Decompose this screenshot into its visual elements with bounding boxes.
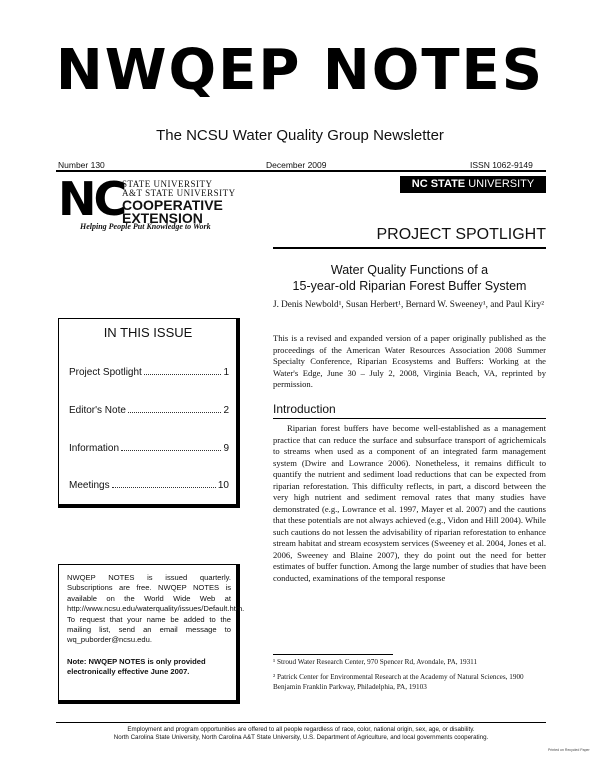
article-title — [273, 262, 546, 294]
footer-line2: North Carolina State University, North Carolina A&T State University, U.S. Department of Agriculture, and local governments cooperating. — [113, 734, 489, 741]
article-authors: J. Denis Newbold¹, Susan Herbert¹, Bernard W. Sweeney¹, and Paul Kiry² — [273, 299, 545, 309]
toc-item — [69, 367, 229, 378]
toc-item — [69, 480, 229, 491]
logo-extension: EXTENSION — [122, 210, 203, 226]
section-heading: PROJECT SPOTLIGHT — [376, 226, 546, 243]
introduction-rule — [273, 418, 546, 419]
toc-item — [69, 443, 229, 454]
subscription-text: NWQEP NOTES is issued quarterly. Subscriptions are free. NWQEP NOTES is available on the World Wide Web at http://www.ncsu.edu/waterquality/issues/Default.htm. To request that your name be added to the mailing list, send an email message to wq_puborder@ncsu.edu. — [67, 573, 245, 645]
footnote-rule — [273, 654, 393, 655]
nc-state-university-banner — [400, 176, 546, 193]
issue-date: December 2009 — [266, 160, 327, 170]
nc-state-rest: UNIVERSITY — [465, 178, 535, 190]
nc-state-bold: NC STATE — [411, 178, 466, 190]
logo-university-line2: A&T STATE UNIVERSITY — [122, 188, 236, 198]
toc-label: Editor's Note — [69, 405, 126, 416]
toc-page: 1 — [223, 367, 229, 378]
toc-label: Project Spotlight — [69, 367, 142, 378]
issue-number: Number 130 — [58, 160, 105, 170]
masthead-title: NWQEP NOTES — [55, 38, 545, 103]
article-title-line2: 15-year-old Riparian Forest Buffer System — [292, 279, 527, 293]
article-abstract: This is a revised and expanded version of a paper originally published as the proceedings of the American Water Resources Association 2008 Summer Specialty Conference, Riparian Ecosystems and Buffers: Working at the Water's Edge, June 30 – July 2, 2008, Virginia Beach, VA, reprinted by permission. — [273, 333, 546, 389]
cooperative-extension-logo — [58, 172, 278, 238]
logo-cooperative: COOPERATIVE — [122, 197, 223, 213]
toc-label: Meetings — [69, 480, 110, 491]
introduction-heading: Introduction — [273, 402, 336, 416]
masthead-subtitle: The NCSU Water Quality Group Newsletter — [156, 127, 444, 144]
header-rule — [56, 170, 546, 172]
footer-line1: Employment and program opportunities are offered to all people regardless of race, color, national origin, sex, age, or disability. — [127, 726, 475, 733]
footer-rule — [56, 722, 546, 723]
recycled-paper-note: Printed on Recycled Paper — [548, 748, 590, 752]
toc-page: 10 — [217, 480, 229, 491]
logo-tagline: Helping People Put Knowledge to Work — [80, 222, 211, 231]
in-this-issue-box — [58, 318, 240, 508]
toc-item — [69, 405, 229, 416]
nc-logo-letters: NC — [58, 172, 125, 226]
section-rule — [273, 247, 546, 249]
toc-page: 2 — [223, 405, 229, 416]
in-this-issue-title: IN THIS ISSUE — [103, 325, 193, 340]
logo-university-line1: STATE UNIVERSITY — [122, 179, 213, 189]
toc-page: 9 — [223, 443, 229, 454]
article-title-line1: Water Quality Functions of a — [330, 263, 489, 277]
issue-issn: ISSN 1062-9149 — [470, 160, 533, 170]
footnote-1: ¹ Stroud Water Research Center, 970 Spencer Rd, Avondale, PA, 19311 — [273, 658, 478, 666]
footnote-2: ² Patrick Center for Environmental Research at the Academy of Natural Sciences, 1900 Benjamin Franklin Parkway, Philadelphia, PA, 19103 — [273, 673, 524, 691]
electronic-note: Note: NWQEP NOTES is only provided electronically effective June 2007. — [67, 657, 206, 677]
toc-label: Information — [69, 443, 120, 454]
subscription-note-box — [58, 564, 245, 704]
article-body: Riparian forest buffers have become well-established as a management practice that can reduce the surface and subsurface transport of agrichemicals to streams when used as a component of an integrated farm management system (Dwire and Lowrance 2006). Nonetheless, it remains difficult to quantify the nutrient and sediment load reductions that can be expected from riparian reforestation. This difficulty reflects, in part, a discord between the very high nutrient and sediment removal rates that many studies have demonstrated (e.g., Lowrance et al. 1997, Mayer et al. 2007) and the cautions that these potentials are not always achieved (e.g., Vidon and Hill 2004). While such cautions do not lessen the advisability of riparian reforestation to enhance stream habitat and stream ecosystem services (Sweeney et al. 2004, Jones et al. 2006, Sweeney and Blaine 2007), they do point out the need for better estimates of buffer function. Among the large number of studies that have been conducted, examinations of the temporal response — [273, 423, 546, 583]
